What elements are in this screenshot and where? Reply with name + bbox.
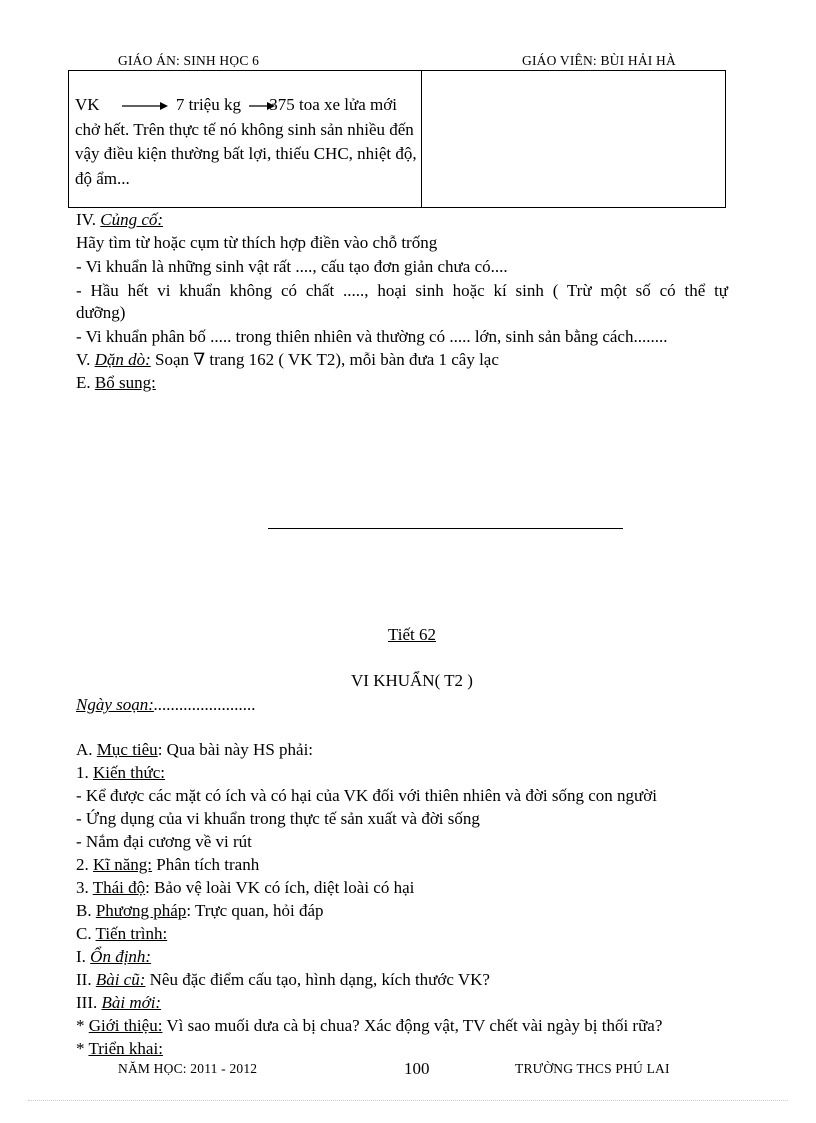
skills-label: Kĩ năng: <box>93 855 153 874</box>
prep-date <box>76 694 256 717</box>
vk-label: VK <box>75 95 100 114</box>
stable-line <box>76 946 151 969</box>
deploy-label: Triển khai: <box>88 1039 163 1058</box>
attitude-text: : Bảo vệ loài VK có ích, diệt loài có hại <box>145 878 415 897</box>
method-line <box>76 900 324 923</box>
stable-number: I. <box>76 947 86 966</box>
method-label: Phương pháp <box>95 901 187 920</box>
previous-table <box>68 70 726 208</box>
lesson-title: VI KHUẨN( T2 ) <box>351 671 473 690</box>
skills-line <box>76 854 259 877</box>
review-heading <box>76 209 163 232</box>
skills-number: 2. <box>76 855 89 874</box>
table-cell-left <box>69 71 422 208</box>
old-lesson-text: Nêu đặc điểm cấu tạo, hình dạng, kích thước VK? <box>145 970 490 989</box>
page-bottom-edge <box>28 1100 788 1101</box>
header-teacher: GIÁO VIÊN: BÙI HẢI HÀ <box>522 53 676 68</box>
review-heading-number: IV. <box>76 210 96 229</box>
review-item: - Vi khuẩn là những sinh vật rất ...., cấu tạo đơn giản chưa có.... <box>76 257 508 276</box>
intro-label: Giới thiệu: <box>88 1016 163 1035</box>
review-intro: Hãy tìm từ hoặc cụm từ thích hợp điền vào chỗ trống <box>76 233 438 252</box>
knowledge-item: - Nắm đại cương về vi rút <box>76 832 252 851</box>
process-number: C. <box>76 924 92 943</box>
mass-label: 7 triệu kg <box>175 95 241 114</box>
footer-year: NĂM HỌC: 2011 - 2012 <box>118 1061 258 1076</box>
process-line <box>76 923 167 946</box>
new-lesson-line <box>76 992 161 1015</box>
process-label: Tiến trình: <box>95 924 168 943</box>
deploy-line <box>76 1038 163 1061</box>
knowledge-item: - Kể được các mặt có ích và có hại của VK đối với thiên nhiên và đời sống con người <box>76 786 657 805</box>
header-subject: GIÁO ÁN: SINH HỌC 6 <box>118 53 260 68</box>
footer-school: TRƯỜNG THCS PHÚ LAI <box>515 1061 670 1076</box>
review-item: dưỡng) <box>76 303 126 322</box>
homework-number: V. <box>76 350 91 369</box>
table-cell-right <box>422 71 726 208</box>
review-item: - Hầu hết vi khuẩn không có chất ....., hoại sinh hoặc kí sinh ( Trừ một số có thể tự <box>76 281 728 300</box>
intro-line <box>76 1015 662 1038</box>
stable-label: Ổn định: <box>90 947 152 966</box>
intro-text: Vì sao muối dưa cà bị chua? Xác động vật, TV chết vài ngày bị thối rữa? <box>162 1016 663 1035</box>
new-lesson-label: Bài mới: <box>101 993 162 1012</box>
knowledge-line <box>76 762 165 785</box>
method-text: : Trực quan, hỏi đáp <box>186 901 324 920</box>
new-lesson-number: III. <box>76 993 98 1012</box>
supplement-number: E. <box>76 373 91 392</box>
knowledge-item: - Ứng dụng của vi khuẩn trong thực tế sản xuất và đời sống <box>76 809 480 828</box>
homework-line <box>76 349 499 372</box>
review-item: - Vi khuẩn phân bố ..... trong thiên nhiên và thường có ..... lớn, sinh sản bằng cách........ <box>76 327 668 346</box>
attitude-number: 3. <box>76 878 89 897</box>
skills-text: Phân tích tranh <box>152 855 260 874</box>
arrow-right-icon <box>122 101 168 111</box>
lesson-period: Tiết 62 <box>387 625 437 644</box>
old-lesson-number: II. <box>76 970 92 989</box>
supplement-line <box>76 372 156 395</box>
method-number: B. <box>76 901 92 920</box>
knowledge-label: Kiến thức: <box>93 763 166 782</box>
attitude-label: Thái độ <box>92 878 146 897</box>
prep-date-label: Ngày soạn: <box>76 695 154 714</box>
old-lesson-label: Bài cũ: <box>95 970 146 989</box>
old-lesson-line <box>76 969 490 992</box>
review-heading-label: Củng cố: <box>100 210 164 229</box>
footer-page-number: 100 <box>404 1059 430 1078</box>
objectives-text: : Qua bài này HS phải: <box>157 740 314 759</box>
homework-label: Dặn dò: <box>94 350 151 369</box>
wagons-label: 375 toa xe lửa mới <box>269 95 397 114</box>
intro-bullet: * <box>76 1016 85 1035</box>
homework-text: Soạn ∇ trang 162 ( VK T2), mỗi bàn đưa 1 cây lạc <box>150 350 499 369</box>
objectives-line <box>76 739 313 762</box>
table-cell-text <box>69 71 421 191</box>
objectives-number: A. <box>76 740 93 759</box>
knowledge-number: 1. <box>76 763 89 782</box>
supplement-label: Bổ sung: <box>94 373 156 392</box>
objectives-label: Mục tiêu <box>96 740 158 759</box>
table-rest-text: chở hết. Trên thực tế nó không sinh sản nhiều đến vậy điều kiện thường bất lợi, thiếu CHC, nhiệt độ, độ ẩm... <box>75 119 417 188</box>
section-divider <box>268 528 623 529</box>
attitude-line <box>76 877 414 900</box>
prep-date-value: ........................ <box>153 695 256 714</box>
deploy-bullet: * <box>76 1039 85 1058</box>
